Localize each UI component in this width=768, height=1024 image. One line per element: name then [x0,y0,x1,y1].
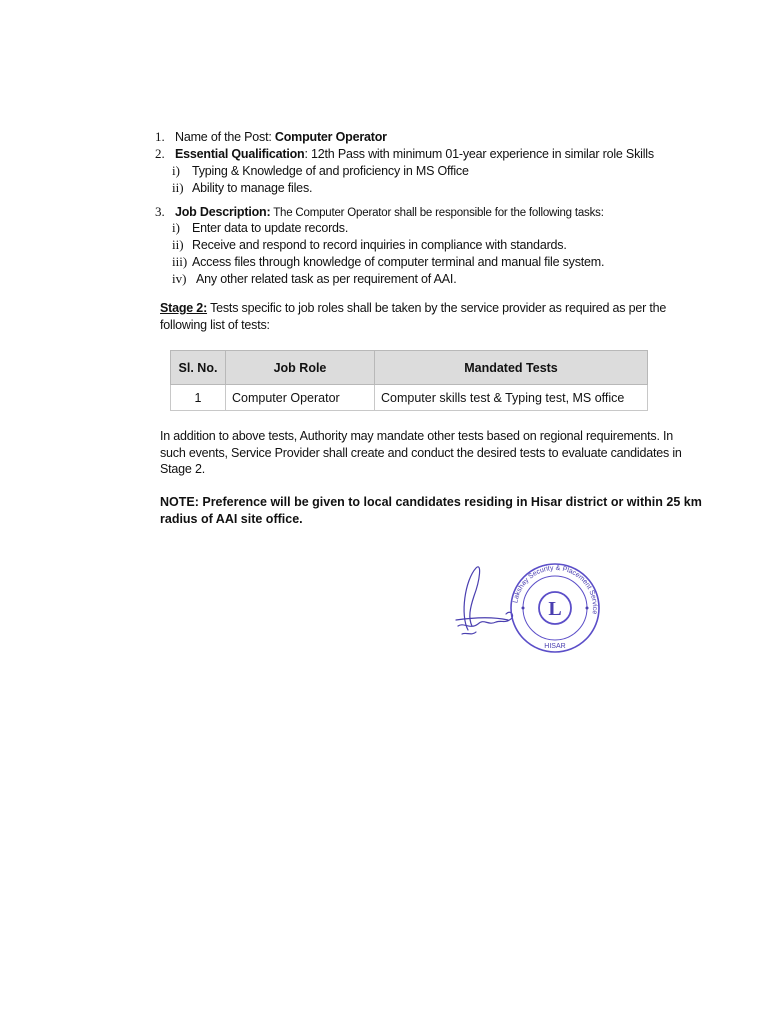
item-2-sub-1-number: i) [172,163,180,178]
task-4: Any other related task as per requirement of AAI. [196,272,457,286]
addition-line-1: In addition to above tests, Authority may mandate other tests based on regional requirements. In [160,429,674,443]
cell-sl-no: 1 [171,385,226,411]
stage-2-text: Tests specific to job roles shall be taken by the service provider as required as per the [207,301,667,315]
cell-job-role: Computer Operator [226,385,375,411]
stage-2-line-2: following list of tests: [160,318,270,332]
qualification-label: Essential Qualification [175,147,305,161]
item-3-number: 3. [155,204,165,219]
seal-ring-text: Lakshay Security & Placement Service [512,564,599,615]
item-2-sub-2-number: ii) [172,180,184,195]
header-sl-no: Sl. No. [171,351,226,385]
addition-paragraph [160,428,682,478]
note-line-1: NOTE: Preference will be given to local candidates residing in Hisar district or within 25 km [160,495,702,509]
preference-note [160,494,702,528]
stage-2-label: Stage 2: [160,301,208,315]
item-2-number: 2. [155,146,165,161]
signature [456,567,513,634]
job-description-text: The Computer Operator shall be responsible for the following tasks: [270,207,604,219]
post-name: Computer Operator [274,130,387,144]
signature-stamp [450,560,610,660]
addition-line-2: such events, Service Provider shall create and conduct the desired tests to evaluate candidates in [160,445,682,460]
job-description-label: Job Description: [175,205,271,219]
task-2: Receive and respond to record inquiries in compliance with standards. [192,238,567,252]
task-3: Access files through knowledge of computer terminal and manual file system. [192,255,605,269]
task-1-number: i) [172,220,180,235]
header-job-role: Job Role [226,351,375,385]
addition-line-3: Stage 2. [160,462,205,476]
task-4-number: iv) [172,271,187,286]
item-2 [175,146,654,162]
cell-mandated-tests: Computer skills test & Typing test, MS office [375,385,648,411]
task-3-number: iii) [172,254,188,269]
task-2-number: ii) [172,237,184,252]
header-mandated-tests: Mandated Tests [375,351,648,385]
item-1 [175,129,387,145]
note-line-2: radius of AAI site office. [160,512,303,526]
mandated-tests-table [170,350,648,411]
item-1-label: Name of the Post: [175,130,275,144]
seal-letter: L [548,598,562,620]
stage-2-line-1 [160,300,666,316]
company-seal [511,564,599,652]
qualification-text: : 12th Pass with minimum 01-year experience in similar role Skills [304,147,654,161]
item-1-number: 1. [155,129,165,144]
table-row [171,385,648,411]
task-1: Enter data to update records. [192,221,349,235]
item-2-sub-1: Typing & Knowledge of and proficiency in MS Office [192,164,469,178]
seal-city: HISAR [544,643,566,650]
item-3 [175,204,604,221]
table-header-row [171,351,648,385]
item-2-sub-2: Ability to manage files. [192,181,313,195]
